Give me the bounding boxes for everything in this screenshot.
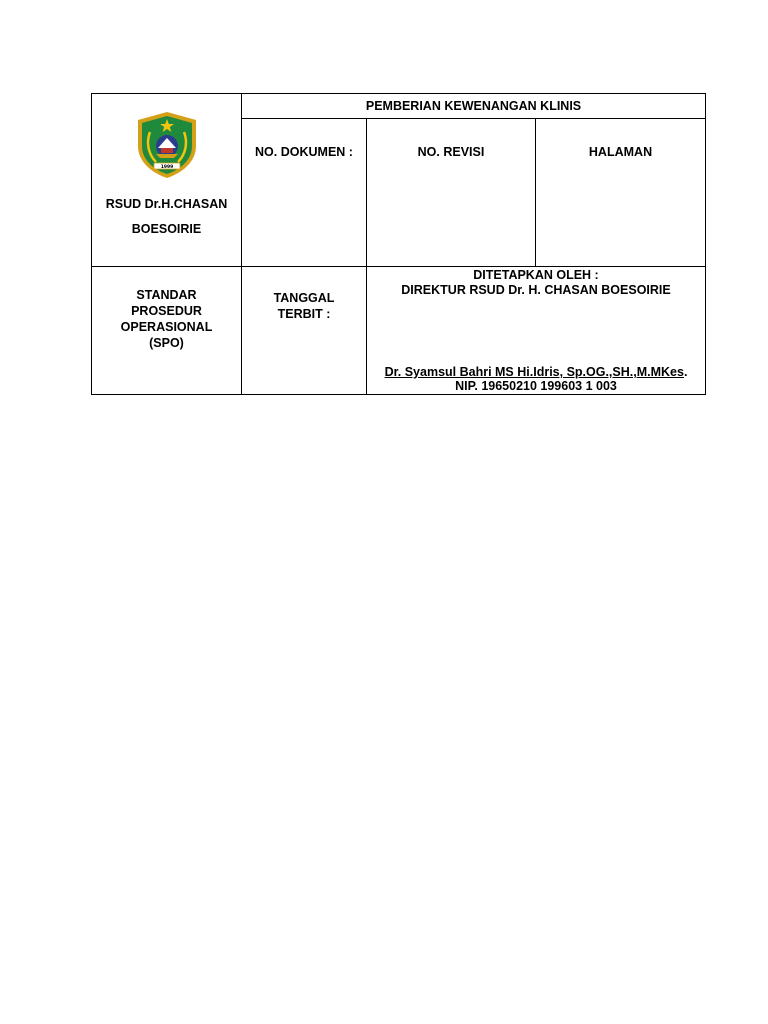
spo-header-table [91, 93, 706, 395]
signatory-nip: NIP. 19650210 199603 1 003 [455, 379, 617, 393]
signatory-line [367, 365, 705, 379]
document-title: PEMBERIAN KEWENANGAN KLINIS [242, 94, 706, 119]
tanggal-line2: TERBIT : [277, 307, 331, 321]
organization-name [92, 192, 241, 242]
emblem-year: 1999 [160, 165, 173, 170]
tanggal-terbit-cell [242, 267, 367, 395]
no-dokumen-label: NO. DOKUMEN : [242, 119, 367, 267]
ditetapkan-oleh: DITETAPKAN OLEH : [473, 268, 599, 282]
tanggal-line1: TANGGAL [273, 291, 335, 305]
organization-name-line2: BOESOIRIE [131, 222, 202, 236]
direktur-title: DIREKTUR RSUD Dr. H. CHASAN BOESOIRIE [401, 283, 671, 297]
regional-emblem-icon [134, 110, 200, 180]
signatory-suffix: . [683, 365, 688, 379]
signature-block [367, 365, 705, 393]
no-revisi-label: NO. REVISI [367, 119, 536, 267]
halaman-label: HALAMAN [536, 119, 706, 267]
signatory-name: Dr. Syamsul Bahri MS Hi.Idris, Sp.OG.,SH.,M.MKes [384, 365, 684, 379]
spo-line4: (SPO) [149, 336, 184, 350]
signature-cell [367, 267, 706, 395]
spo-line1: STANDAR [136, 288, 197, 302]
spo-label-cell [92, 267, 242, 395]
spo-line2: PROSEDUR [131, 304, 202, 318]
logo-organization-cell [92, 94, 242, 267]
organization-name-line1: RSUD Dr.H.CHASAN [105, 197, 228, 211]
spo-line3: OPERASIONAL [120, 320, 213, 334]
